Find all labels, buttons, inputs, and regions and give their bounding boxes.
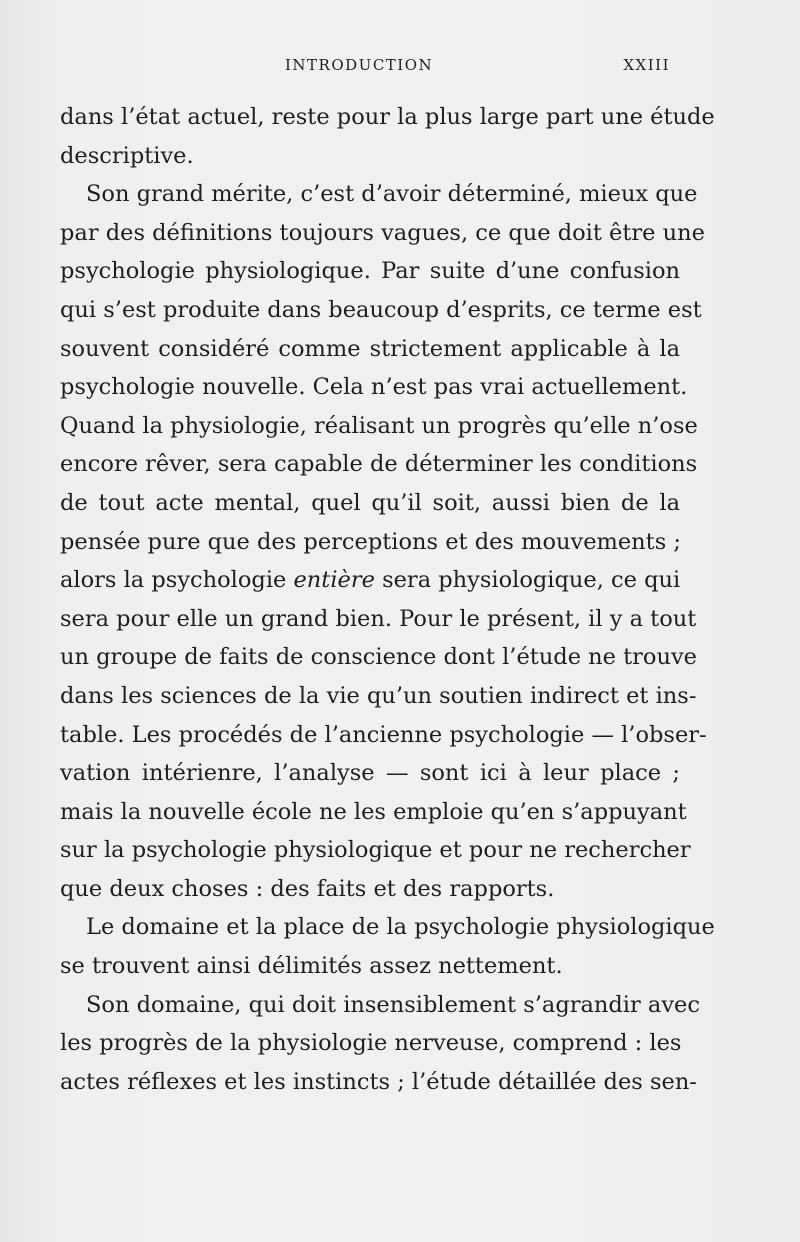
- text-line: sera pour elle un grand bien. Pour le présent, il y a tout: [60, 605, 697, 632]
- text-line: sur la psychologie physiologique et pour ne rechercher: [60, 837, 691, 864]
- text-line: que deux choses : des faits et des rapports.: [60, 875, 555, 902]
- text-line: Quand la physiologie, réalisant un progrès qu’elle n’ose: [60, 412, 698, 439]
- text-line: un groupe de faits de conscience dont l’étude ne trouve: [60, 644, 697, 671]
- body-text: [60, 98, 715, 1101]
- page-number: XXIII: [623, 56, 670, 74]
- text-line: par des définitions toujours vagues, ce que doit être une: [60, 219, 705, 246]
- text-line: dans l’état actuel, reste pour la plus large part une étude: [60, 104, 715, 130]
- text-line: pensée pure que des perceptions et des mouvements ;: [60, 528, 681, 555]
- text-line: encore rêver, sera capable de déterminer les conditions: [60, 451, 698, 478]
- text-line: Son domaine, qui doit insensiblement s’agrandir avec: [86, 991, 700, 1018]
- text-line: descriptive.: [60, 142, 194, 169]
- text-line: table. Les procédés de l’ancienne psychologie — l’obser-: [60, 721, 707, 748]
- running-title: INTRODUCTION: [285, 56, 434, 74]
- text-line: psychologie physiologique. Par suite d’une confusion: [60, 258, 680, 285]
- text-line: dans les sciences de la vie qu’un soutien indirect et ins-: [60, 682, 697, 709]
- running-head: [60, 56, 670, 80]
- text-line: psychologie nouvelle. Cela n’est pas vrai actuellement.: [60, 374, 688, 401]
- text-line: souvent considéré comme strictement applicable à la: [60, 335, 680, 362]
- text-line: alors la psychologie entière sera physiologique, ce qui: [60, 567, 681, 594]
- text-line: qui s’est produite dans beaucoup d’esprits, ce terme est: [60, 296, 702, 323]
- text-line: de tout acte mental, quel qu’il soit, aussi bien de la: [60, 489, 680, 516]
- text-line: se trouvent ainsi délimités assez nettement.: [60, 953, 563, 980]
- text-line: Le domaine et la place de la psychologie physiologique: [86, 914, 715, 941]
- text-line: vation intérienre, l’analyse — sont ici à leur place ;: [60, 760, 680, 787]
- text-line: Son grand mérite, c’est d’avoir déterminé, mieux que: [86, 181, 698, 208]
- text-line: actes réflexes et les instincts ; l’étude détaillée des sen-: [60, 1068, 697, 1095]
- text-line: les progrès de la physiologie nerveuse, comprend : les: [60, 1030, 682, 1057]
- text-line: mais la nouvelle école ne les emploie qu’en s’appuyant: [60, 798, 687, 825]
